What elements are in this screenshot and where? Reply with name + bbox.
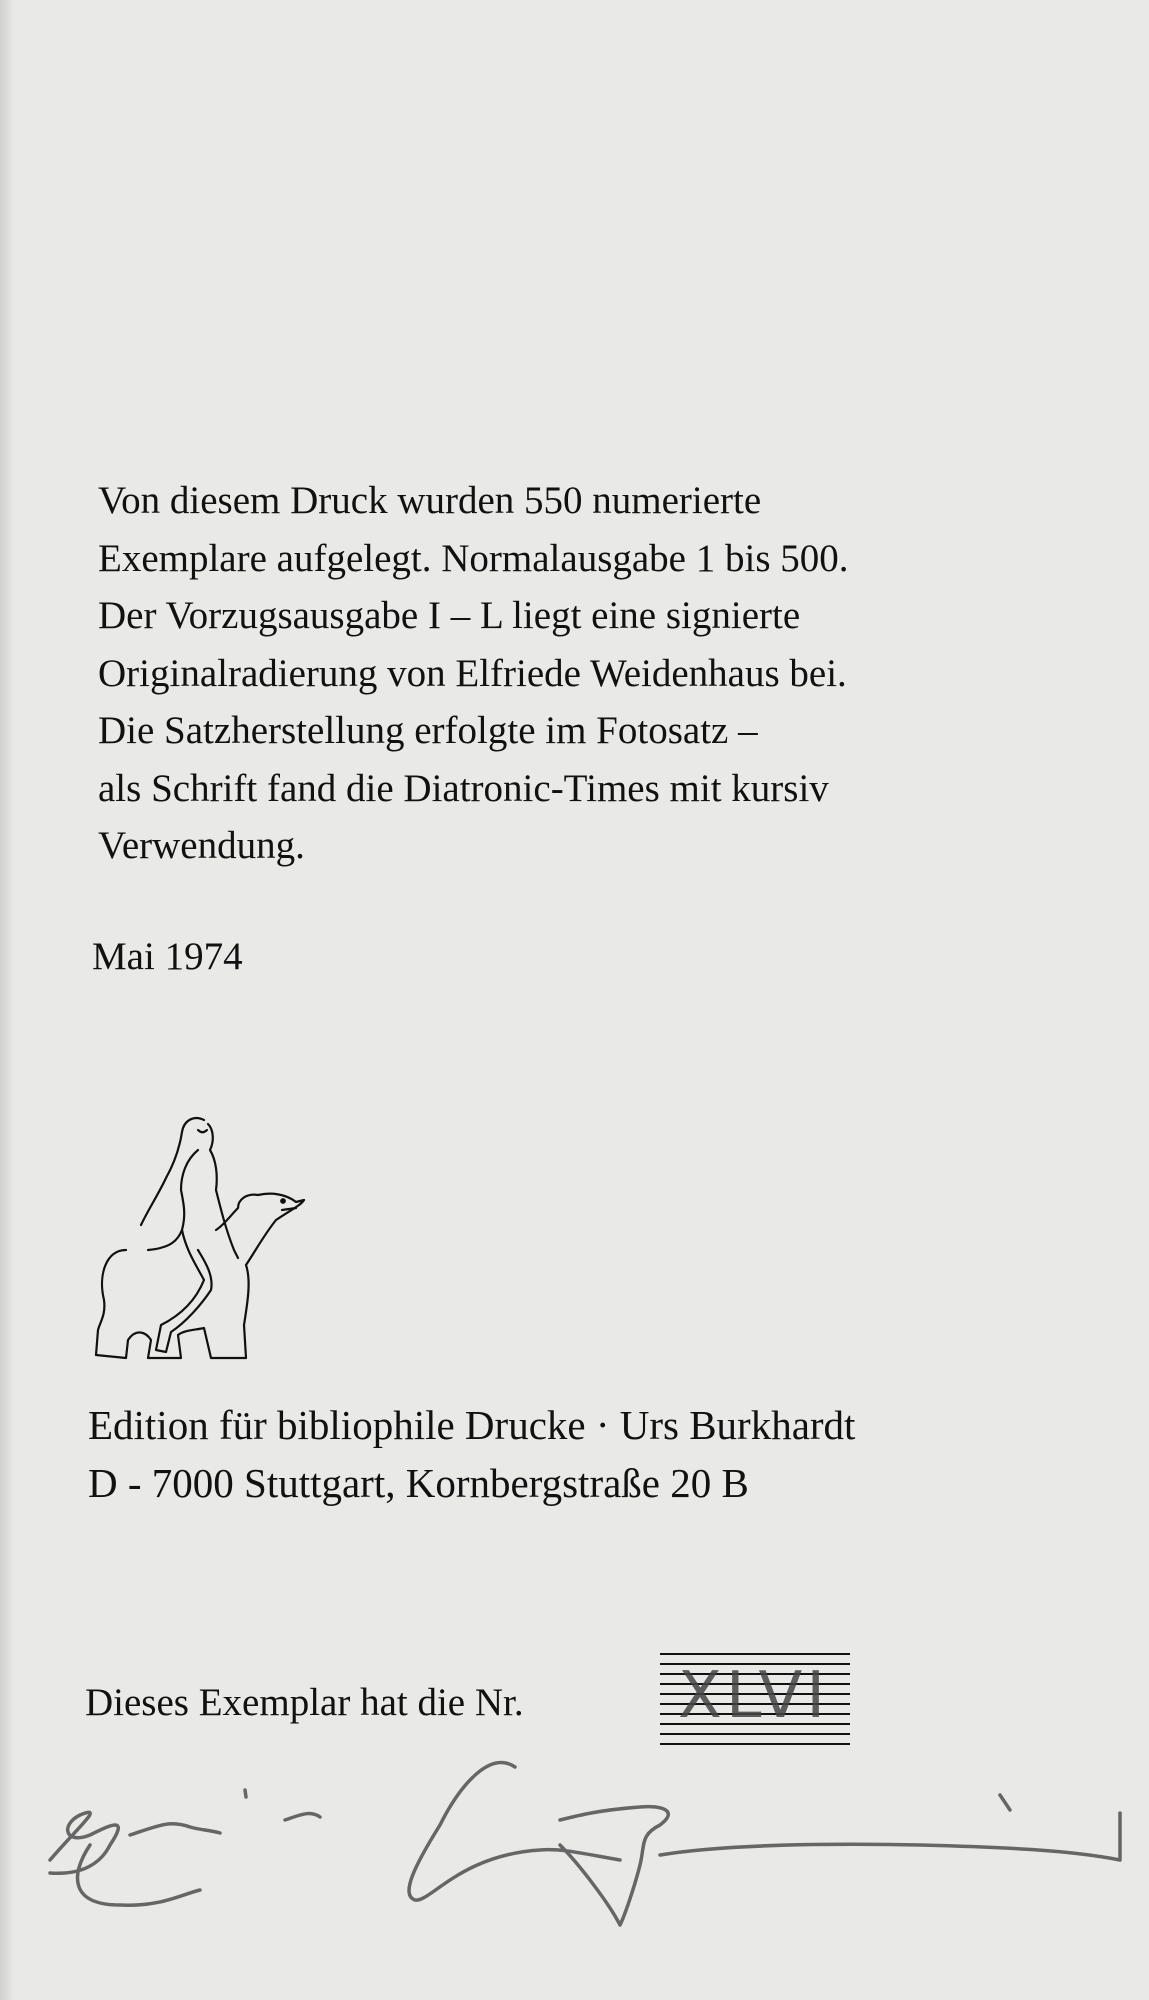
- copy-number-field: [660, 1645, 850, 1753]
- publisher-info: [88, 1396, 855, 1512]
- publisher-name: Edition für bibliophile Drucke · Urs Burkhardt: [88, 1402, 856, 1448]
- colophon-line: Exemplare aufgelegt. Normalausgabe 1 bis 500.: [98, 536, 849, 580]
- publisher-address: D - 7000 Stuttgart, Kornbergstraße 20 B: [88, 1460, 749, 1506]
- colophon-line: Originalradierung von Elfriede Weidenhaus bei.: [98, 651, 847, 695]
- page-edge: [0, 0, 14, 2000]
- handwritten-signature: [20, 1755, 1140, 1930]
- copy-number-handwritten: XLVI: [678, 1659, 830, 1733]
- copy-number-label: Dieses Exemplar hat die Nr.: [85, 1681, 524, 1724]
- colophon-line: Die Satzherstellung erfolgte im Fotosatz –: [98, 709, 758, 752]
- colophon-text: [98, 472, 849, 875]
- colophon-line: Von diesem Druck wurden 550 numerierte: [98, 479, 762, 522]
- publisher-logo-woman-on-bear: [86, 1100, 311, 1365]
- colophon-line: Verwendung.: [98, 824, 305, 867]
- colophon-line: als Schrift fand die Diatronic-Times mit kursiv: [98, 766, 829, 810]
- colophon-line: Der Vorzugsausgabe I – L liegt eine signierte: [98, 594, 801, 637]
- publication-date: Mai 1974: [92, 935, 243, 978]
